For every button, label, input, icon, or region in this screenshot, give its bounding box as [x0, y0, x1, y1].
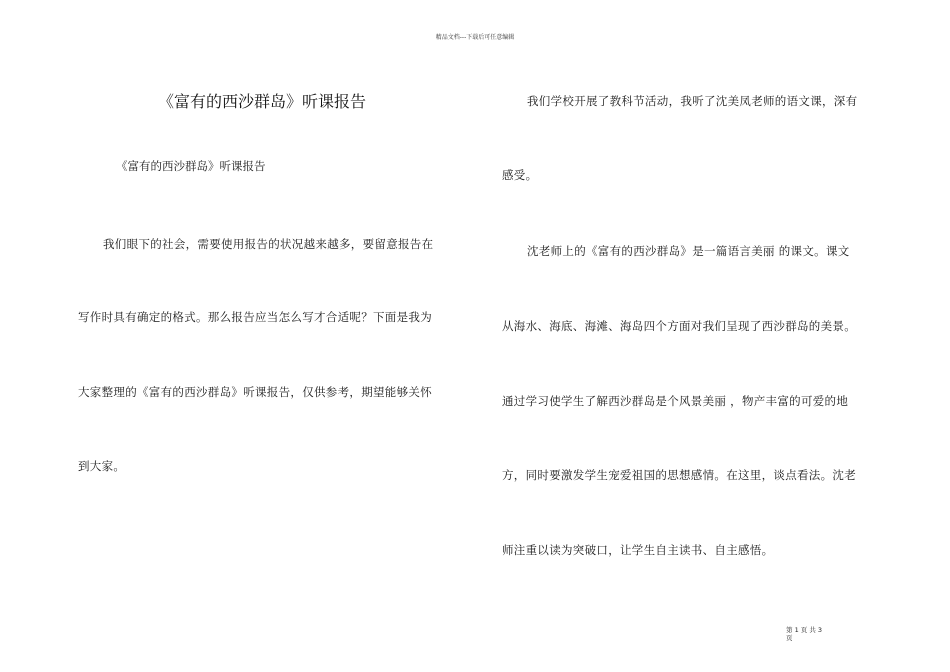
- left-paragraph-line: 大家整理的《富有的西沙群岛》听课报告，仅供参考，期望能够关怀: [78, 385, 432, 399]
- right-paragraph-line: 从海水、海底、海滩、海岛四个方面对我们呈现了西沙群岛的美景。: [502, 319, 856, 333]
- header-note: 精品文档---下载后可任意编辑: [435, 34, 515, 41]
- right-paragraph-line: 沈老师上的《富有的西沙群岛》是一篇语言美丽 的课文。课文: [527, 244, 850, 258]
- document-title: 《富有的西沙群岛》听课报告: [158, 92, 367, 111]
- right-paragraph-line: 方，同时要激发学生宠爱祖国的思想感情。在这里，谈点看法。沈老: [502, 468, 856, 482]
- right-paragraph-line: 师注重以读为突破口，让学生自主读书、自主感悟。: [502, 543, 774, 557]
- page-number: 第 1 页 共 3 页: [786, 626, 823, 642]
- document-subtitle: 《富有的西沙群岛》听课报告: [116, 159, 266, 173]
- left-paragraph-line: 我们眼下的社会，需要使用报告的状况越来越多，要留意报告在: [103, 237, 434, 251]
- right-paragraph-line: 通过学习使学生了解西沙群岛是个风景美丽 ，物产丰富的可爱的地: [502, 394, 849, 408]
- right-paragraph-line: 感受。: [502, 168, 538, 182]
- left-paragraph-line: 到大家。: [78, 459, 126, 473]
- right-paragraph-line: 我们学校开展了教科节活动，我听了沈美凤老师的语文课，深有: [527, 94, 858, 108]
- left-paragraph-line: 写作时具有确定的格式。那么报告应当怎么写才合适呢？下面是我为: [78, 310, 432, 324]
